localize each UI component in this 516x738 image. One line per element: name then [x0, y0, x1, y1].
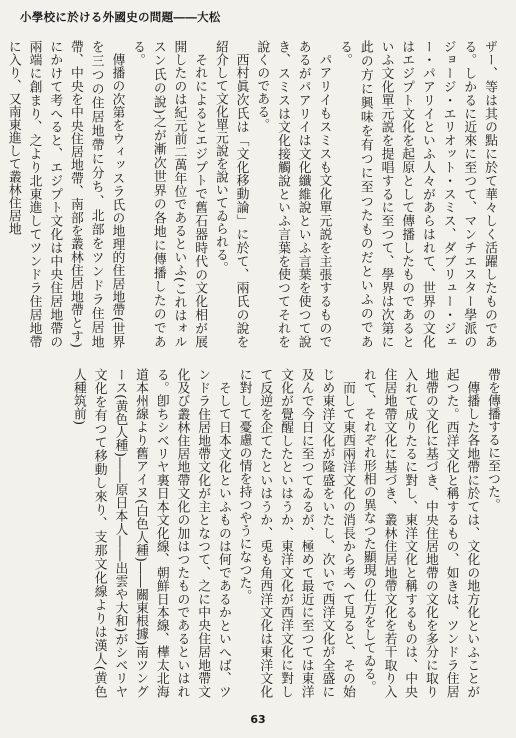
paragraph: それによるとエジプトで舊石器時代の文化相が展開したのは紀元前二萬年位であるといふ(これはォルスン氏の說)之が漸次世界の各地に傳播したのである。 — [130, 40, 208, 348]
paragraph: 西村眞次氏は「文化移動論」に於て、兩氏の說を紹介して文化單元說を說いてゐられる。 — [212, 40, 249, 348]
paragraph: パアリイもスミスも文化單元説を主張するものであるがパアリイは文化纖維說といふ言葉を使つて說き、スミスは文化接觸說といふ言葉を使つてそれを說くのである。 — [254, 40, 332, 348]
paragraph: 傳播の次第をウィッスラ氏の地理的住居地帶(世界を三つの住居地帶に分ち、北部をツンドラ住居地帶、中央を中央住居地帶、南部を叢林住居地帶とす)にかけて考へると、エジプト文化は中央住居地帶の兩端に創まり、之より北東進してツンドラ住居地帶に入り、又南東進して叢林住居地 — [5, 40, 125, 348]
running-title: 小學校に於ける外國史の問題――大松 — [20, 10, 221, 24]
paragraph: そして日本文化といふものは何であるかといへば、ツンドラ住居地帶文化が主となつて、之に中央住居地帶文化及び叢林住居地帶文化の加はつたものであるといはれる。卽ちシベリヤ裏日本文化線、朝鮮日本線、樺太北海道本州線より舊アイヌ(白色人種)――關東根據)南ツングース(黄色人種)――原日本人――出雲や大和)がシベリヤ文化を有つて移動し來り、支那文化線よりは漢人(黄色人種筑前) — [70, 368, 231, 698]
page-number: 63 — [250, 713, 266, 726]
paragraph: 傳播した各地帶に於ては、文化の地方化といふことが起つた。西洋文化と稱するもの、如きは、ツンドラ住居地帶の文化に基づき、中央住居地帶の文化を多分に取り入れて成りたるに對し、東洋文化と稱するものは、中央住居地帶文化に基づき、叢林住居地帶文化を若干取り入れて、それぞれ形相の異なつた顯現の仕方をしてゐる。 — [360, 368, 480, 698]
top-text-column — [5, 40, 499, 348]
bottom-text-column — [14, 368, 502, 698]
paragraph: ザー、等は其の點に於て華々しく活躍したものである。しかるに近來に至つて、マンチエスター學派のジョージ・エリオット・スミス、ダブリュー・ジェー・パアリイといふ人々があらはれて、世界の文化はエジプト文化を起原として傳播したものであるといふ文化單元説を提唱するに至つて、學界は次第に此の方に興味を有つに至つたものだといふのである。 — [337, 40, 497, 348]
paragraph: 帶を傳播するに至つた。 — [485, 368, 500, 511]
paragraph: 而して東西兩洋文化の消長から考へて見ると、その始じめ東洋文化が隆盛をいたし、次いで西洋文化が全盛に及んで今日に至つてゐるが、極めて最近に至つては東洋文化が覺醒したといはうか、東洋文化が西洋文化に對して反逆を企てたといはうか、兎も角西洋文化は東洋文化に對して憂慮の情を持つやうになつた。 — [236, 368, 356, 698]
